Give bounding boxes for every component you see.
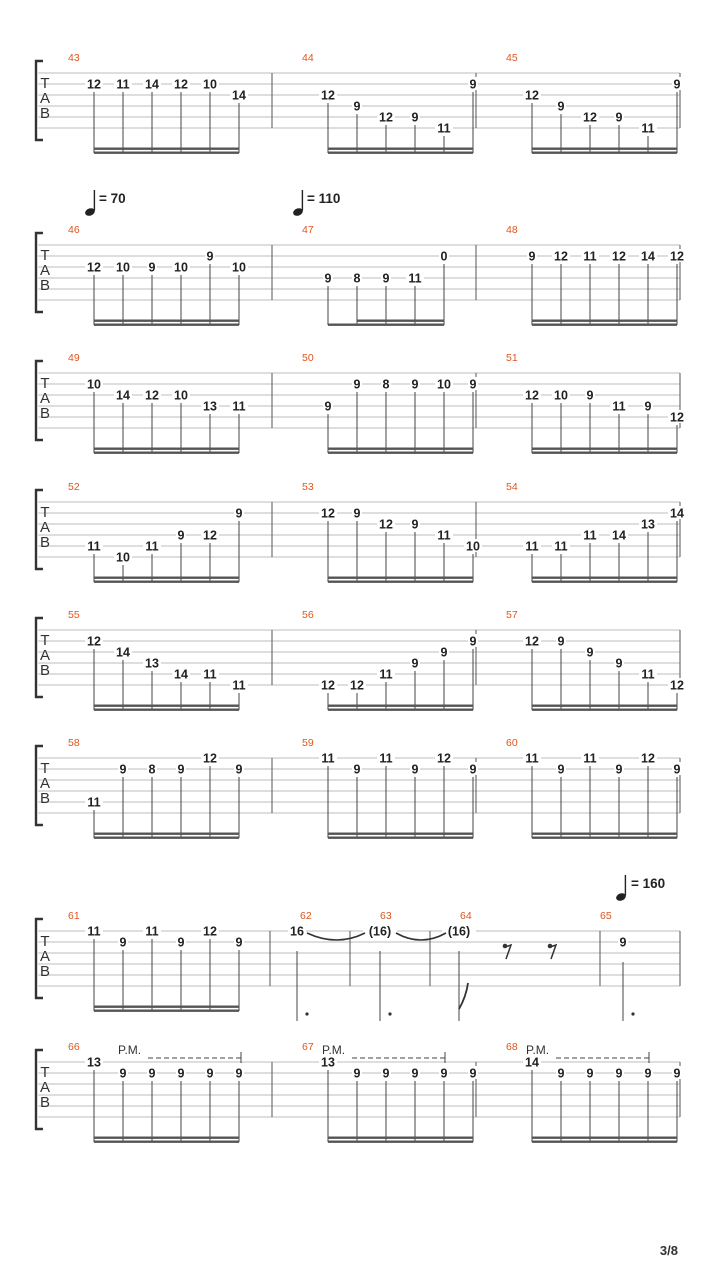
dot-icon [388, 1012, 391, 1015]
fret-number: 9 [353, 1066, 361, 1081]
fret-number: 14 [525, 1055, 539, 1070]
fret-number: 13 [641, 517, 655, 532]
beam [532, 148, 677, 150]
quarter-note-icon [615, 875, 627, 902]
fret-number: 12 [87, 634, 101, 649]
measure-number: 49 [68, 352, 80, 364]
tab-system [36, 352, 686, 454]
beam [328, 581, 473, 583]
tempo-marking: = 70 [99, 191, 126, 206]
fret-number: 8 [148, 762, 156, 777]
fret-number: 12 [321, 506, 335, 521]
measure-number: 48 [506, 224, 518, 236]
fret-number: 9 [353, 99, 361, 114]
fret-number: 10 [232, 260, 246, 275]
page-number: 3/8 [659, 1243, 678, 1258]
tab-clef-letter: B [39, 790, 51, 807]
measure-number: 51 [506, 352, 518, 364]
fret-number: 11 [437, 528, 451, 543]
fret-number: 11 [203, 667, 217, 682]
beam [94, 324, 239, 326]
beam [328, 152, 473, 154]
measure-number: 62 [300, 910, 312, 922]
beam [94, 705, 239, 707]
fret-number: 11 [116, 77, 130, 92]
fret-number: 11 [408, 271, 422, 286]
fret-number: 9 [353, 377, 361, 392]
measure-number: 45 [506, 52, 518, 64]
fret-number: 10 [554, 388, 568, 403]
tab-system [36, 737, 682, 839]
fret-number: 14 [116, 645, 130, 660]
fret-number: 9 [235, 762, 243, 777]
fret-number: 8 [382, 377, 390, 392]
fret-number: 12 [145, 388, 159, 403]
tab-clef-letter: A [39, 519, 51, 536]
beam [532, 833, 677, 835]
beam [94, 1141, 239, 1143]
fret-number: 9 [382, 271, 390, 286]
beam [328, 448, 473, 450]
fret-number: 9 [615, 110, 623, 125]
fret-number: 11 [554, 539, 568, 554]
fret-number: 9 [469, 762, 477, 777]
tab-clef-letter: A [39, 1079, 51, 1096]
fret-number: 12 [525, 88, 539, 103]
palm-mute-label: P.M. [526, 1043, 550, 1057]
tab-clef-letter: A [39, 90, 51, 107]
measure-number: 53 [302, 481, 314, 493]
fret-number: 9 [148, 260, 156, 275]
fret-number: 11 [87, 924, 101, 939]
fret-number: 9 [235, 1066, 243, 1081]
fret-number: 14 [670, 506, 684, 521]
measure-number: 44 [302, 52, 314, 64]
measure-number: 65 [600, 910, 612, 922]
beam [328, 833, 473, 835]
tab-clef-letter: B [39, 405, 51, 422]
beam [532, 320, 677, 322]
fret-number: 14 [116, 388, 130, 403]
fret-number: 13 [203, 399, 217, 414]
fret-number: 9 [557, 99, 565, 114]
tab-clef-letter: T [40, 504, 50, 521]
palm-mute-label: P.M. [118, 1043, 142, 1057]
fret-number: 11 [583, 528, 597, 543]
fret-number: 12 [554, 249, 568, 264]
fret-number: 9 [528, 249, 536, 264]
fret-number: 11 [145, 539, 159, 554]
fret-number: 12 [670, 249, 684, 264]
fret-number: 14 [145, 77, 159, 92]
fret-number: 11 [641, 667, 655, 682]
fret-number: 12 [87, 77, 101, 92]
beam [94, 833, 239, 835]
fret-number: 9 [353, 506, 361, 521]
tab-system [36, 191, 686, 326]
fret-number: 9 [644, 399, 652, 414]
fret-number: 9 [177, 762, 185, 777]
fret-number: 9 [411, 517, 419, 532]
fret-number: 10 [116, 550, 130, 565]
beam [94, 152, 239, 154]
measure-number: 56 [302, 609, 314, 621]
beam [328, 324, 444, 326]
measure-number: 64 [460, 910, 472, 922]
fret-number: 9 [469, 377, 477, 392]
tab-clef-letter: B [39, 105, 51, 122]
fret-number: 12 [350, 678, 364, 693]
fret-number: 12 [203, 924, 217, 939]
fret-number: 9 [615, 762, 623, 777]
fret-number: 12 [670, 678, 684, 693]
fret-number: (16) [447, 924, 471, 939]
fret-number: 9 [206, 249, 214, 264]
beam [94, 148, 239, 150]
fret-number: 12 [203, 751, 217, 766]
fret-number: 11 [612, 399, 626, 414]
fret-number: 11 [145, 924, 159, 939]
beam [532, 577, 677, 579]
fret-number: 12 [612, 249, 626, 264]
fret-number: 11 [437, 121, 451, 136]
fret-number: 9 [206, 1066, 214, 1081]
fret-number: 12 [174, 77, 188, 92]
measure-number: 61 [68, 910, 80, 922]
tab-clef-letter: A [39, 647, 51, 664]
fret-number: 9 [411, 656, 419, 671]
fret-number: 10 [466, 539, 480, 554]
beam [328, 705, 473, 707]
fret-number: 12 [203, 528, 217, 543]
beam [94, 320, 239, 322]
beam [328, 1141, 473, 1143]
fret-number: 14 [641, 249, 655, 264]
measure-number: 50 [302, 352, 314, 364]
fret-number: 9 [440, 1066, 448, 1081]
tie-arc [396, 933, 446, 940]
beam [532, 581, 677, 583]
tab-clef-letter: B [39, 662, 51, 679]
fret-number: 9 [673, 762, 681, 777]
fret-number: 9 [673, 1066, 681, 1081]
tie-arc [307, 933, 365, 940]
tab-clef-letter: B [39, 277, 51, 294]
fret-number: 12 [379, 110, 393, 125]
beam [94, 577, 239, 579]
fret-number: 12 [379, 517, 393, 532]
tab-system [36, 481, 686, 583]
fret-number: 9 [235, 935, 243, 950]
measure-number: 54 [506, 481, 518, 493]
note-flag-icon [459, 983, 468, 1009]
measure-number: 68 [506, 1041, 518, 1053]
fret-number: 11 [641, 121, 655, 136]
tab-clef-letter: T [40, 760, 50, 777]
fret-number: 9 [557, 634, 565, 649]
fret-number: 9 [411, 1066, 419, 1081]
fret-number: 9 [440, 645, 448, 660]
fret-number: 9 [619, 935, 627, 950]
tempo-marking: = 110 [307, 191, 341, 206]
fret-number: 10 [437, 377, 451, 392]
fret-number: 12 [321, 88, 335, 103]
fret-number: 10 [203, 77, 217, 92]
beam [532, 448, 677, 450]
fret-number: 9 [324, 399, 332, 414]
measure-number: 57 [506, 609, 518, 621]
fret-number: 11 [583, 249, 597, 264]
dot-icon [631, 1012, 634, 1015]
dot-icon [305, 1012, 308, 1015]
beam [94, 1010, 239, 1012]
fret-number: 12 [321, 678, 335, 693]
measure-number: 59 [302, 737, 314, 749]
fret-number: 11 [525, 751, 539, 766]
beam [328, 452, 473, 454]
beam [94, 581, 239, 583]
fret-number: 12 [437, 751, 451, 766]
fret-number: 11 [87, 539, 101, 554]
fret-number: 12 [670, 410, 684, 425]
fret-number: 11 [87, 795, 101, 810]
beam [94, 837, 239, 839]
fret-number: 9 [411, 377, 419, 392]
tab-clef-letter: A [39, 948, 51, 965]
fret-number: 13 [87, 1055, 101, 1070]
fret-number: 9 [382, 1066, 390, 1081]
fret-number: 9 [119, 935, 127, 950]
fret-number: 9 [411, 762, 419, 777]
fret-number: 12 [87, 260, 101, 275]
measure-number: 67 [302, 1041, 314, 1053]
tab-clef-letter: T [40, 247, 50, 264]
measure-number: 47 [302, 224, 314, 236]
rest-stroke [550, 945, 556, 959]
beam [328, 709, 473, 711]
tab-clef-letter: T [40, 1064, 50, 1081]
fret-number: 11 [379, 751, 393, 766]
tab-clef-letter: T [40, 375, 50, 392]
tab-clef-letter: B [39, 963, 51, 980]
tab-clef-letter: B [39, 1094, 51, 1111]
fret-number: 8 [353, 271, 361, 286]
quarter-note-icon [84, 190, 96, 217]
fret-number: 0 [440, 249, 448, 264]
fret-number: 13 [145, 656, 159, 671]
beam [357, 320, 444, 322]
fret-number: 12 [583, 110, 597, 125]
measure-number: 63 [380, 910, 392, 922]
tab-clef-letter: A [39, 775, 51, 792]
measure-number: 60 [506, 737, 518, 749]
beam [328, 837, 473, 839]
fret-number: 9 [177, 528, 185, 543]
beam [532, 1141, 677, 1143]
fret-number: 9 [586, 645, 594, 660]
tab-clef-letter: A [39, 390, 51, 407]
fret-number: 11 [379, 667, 393, 682]
fret-number: 9 [615, 1066, 623, 1081]
fret-number: 9 [615, 656, 623, 671]
beam [94, 452, 239, 454]
fret-number: 9 [557, 1066, 565, 1081]
fret-number: 9 [177, 935, 185, 950]
tab-clef-letter: B [39, 534, 51, 551]
eighth-rest-icon [503, 944, 511, 959]
measure-number: 52 [68, 481, 80, 493]
fret-number: 10 [174, 260, 188, 275]
fret-number: 11 [525, 539, 539, 554]
fret-number: 9 [469, 634, 477, 649]
beam [532, 152, 677, 154]
measure-number: 66 [68, 1041, 80, 1053]
fret-number: 12 [525, 634, 539, 649]
beam [94, 1006, 239, 1008]
rest-stroke [505, 945, 511, 959]
fret-number: 9 [148, 1066, 156, 1081]
fret-number: 11 [583, 751, 597, 766]
beam [94, 448, 239, 450]
fret-number: 9 [586, 388, 594, 403]
fret-number: 9 [119, 1066, 127, 1081]
measure-number: 43 [68, 52, 80, 64]
beam [532, 837, 677, 839]
fret-number: 9 [644, 1066, 652, 1081]
eighth-rest-icon [548, 944, 556, 959]
tab-system [36, 52, 682, 154]
fret-number: (16) [368, 924, 392, 939]
beam [328, 1137, 473, 1139]
palm-mute-label: P.M. [322, 1043, 346, 1057]
beam [532, 1137, 677, 1139]
tab-system [36, 876, 680, 1021]
fret-number: 12 [641, 751, 655, 766]
beam [328, 148, 473, 150]
beam [532, 709, 677, 711]
quarter-note-icon [292, 190, 304, 217]
tab-clef-letter: T [40, 75, 50, 92]
fret-number: 10 [174, 388, 188, 403]
fret-number: 13 [321, 1055, 335, 1070]
fret-number: 9 [235, 506, 243, 521]
tab-clef-letter: T [40, 632, 50, 649]
fret-number: 9 [586, 1066, 594, 1081]
fret-number: 10 [116, 260, 130, 275]
fret-number: 9 [469, 1066, 477, 1081]
fret-number: 9 [119, 762, 127, 777]
fret-number: 11 [321, 751, 335, 766]
fret-number: 14 [232, 88, 246, 103]
fret-number: 9 [324, 271, 332, 286]
fret-number: 9 [469, 77, 477, 92]
tab-system [36, 609, 686, 711]
fret-number: 11 [232, 678, 246, 693]
fret-number: 9 [673, 77, 681, 92]
measure-number: 46 [68, 224, 80, 236]
beam [532, 324, 677, 326]
fret-number: 14 [174, 667, 188, 682]
fret-number: 9 [177, 1066, 185, 1081]
fret-number: 10 [87, 377, 101, 392]
measure-number: 58 [68, 737, 80, 749]
measure-number: 55 [68, 609, 80, 621]
fret-number: 9 [411, 110, 419, 125]
tempo-marking: = 160 [631, 876, 666, 891]
tab-clef-letter: T [40, 933, 50, 950]
fret-number: 11 [232, 399, 246, 414]
tab-system [36, 1041, 682, 1143]
fret-number: 14 [612, 528, 626, 543]
fret-number: 16 [290, 924, 304, 939]
tab-clef-letter: A [39, 262, 51, 279]
beam [328, 577, 473, 579]
fret-number: 9 [353, 762, 361, 777]
fret-number: 12 [525, 388, 539, 403]
fret-number: 9 [557, 762, 565, 777]
beam [94, 1137, 239, 1139]
beam [532, 705, 677, 707]
beam [94, 709, 239, 711]
beam [532, 452, 677, 454]
